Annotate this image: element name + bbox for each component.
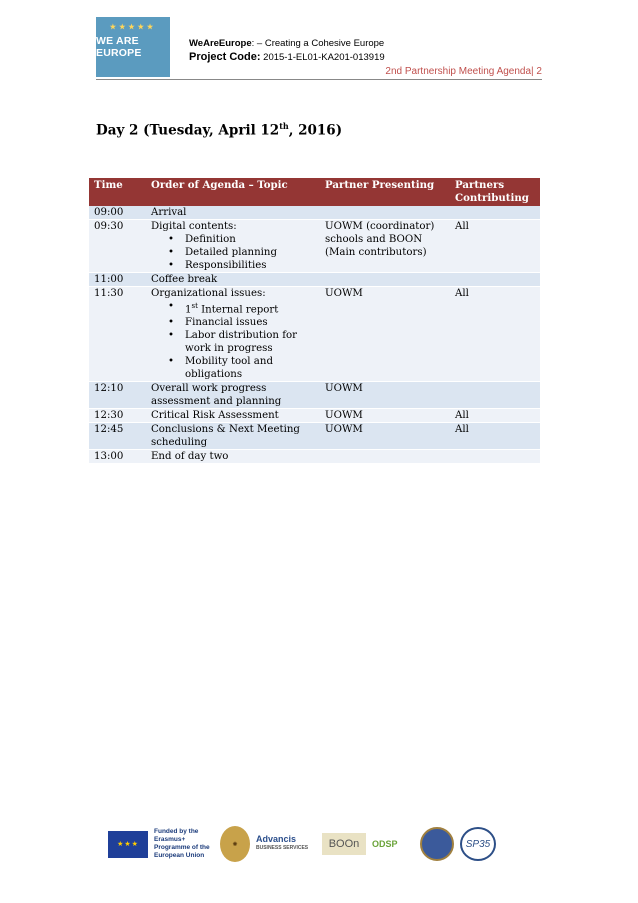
table-row — [89, 287, 540, 382]
eu-stars-icon: ★★★★★ — [109, 24, 157, 31]
cell-presenting: UOWM — [320, 382, 450, 409]
list-item: • Financial issues — [185, 316, 316, 329]
table-row — [89, 382, 540, 409]
footer-logos — [108, 822, 528, 866]
list-item: • Labor distribution for work in progress — [185, 329, 316, 355]
cell-presenting — [320, 450, 450, 464]
cell-contributing: All — [450, 220, 540, 273]
university-logo-icon: ✺ — [220, 826, 250, 862]
list-item: • Definition — [185, 233, 316, 246]
cell-topic: Critical Risk Assessment — [146, 409, 320, 423]
cell-time: 11:30 — [89, 287, 146, 382]
cell-contributing — [450, 382, 540, 409]
we-are-europe-logo — [96, 17, 170, 77]
advancis-logo: Advancis BUSINESS SERVICES — [256, 834, 309, 851]
cell-time: 11:00 — [89, 273, 146, 287]
header-topic: Order of Agenda – Topic — [146, 178, 320, 206]
table-header-row — [89, 178, 540, 206]
page-title: Day 2 (Tuesday, April 12th, 2016) — [96, 121, 343, 139]
cell-contributing — [450, 450, 540, 464]
logo-text: WE ARE EUROPE — [96, 35, 142, 59]
page-label: 2nd Partnership Meeting Agenda| 2 — [385, 66, 542, 77]
cell-contributing: All — [450, 409, 540, 423]
header-divider — [96, 79, 542, 80]
list-item: • Detailed planning — [185, 246, 316, 259]
cell-topic: Organizational issues: • 1st Internal report • Financial issues • Labor distribution for work in progress • Mobility tool and obligations — [146, 287, 320, 382]
topic-bullets — [151, 233, 316, 272]
boon-logo: BOOn — [322, 833, 366, 855]
header-contributing: Partners Contributing — [450, 178, 540, 206]
cell-presenting — [320, 206, 450, 220]
table-row — [89, 450, 540, 464]
cell-contributing: All — [450, 287, 540, 382]
odsp-logo: ODSP — [372, 839, 398, 849]
cell-presenting: UOWM (coordinator) schools and BOON (Main contributors) — [320, 220, 450, 273]
list-item: • Mobility tool and obligations — [185, 355, 316, 381]
project-name: WeAreEurope: – Creating a Cohesive Europe — [189, 38, 385, 49]
eu-flag-icon: ★★★ — [108, 831, 148, 858]
cell-contributing: All — [450, 423, 540, 450]
cell-presenting: UOWM — [320, 409, 450, 423]
school-seal-icon — [420, 827, 454, 861]
table-row — [89, 273, 540, 287]
cell-contributing — [450, 273, 540, 287]
list-item: • 1st Internal report — [185, 300, 316, 316]
table-row — [89, 409, 540, 423]
cell-topic: Coffee break — [146, 273, 320, 287]
cell-time: 09:30 — [89, 220, 146, 273]
cell-contributing — [450, 206, 540, 220]
cell-time: 13:00 — [89, 450, 146, 464]
sp35-logo: SP35 — [460, 827, 496, 861]
agenda-table — [89, 178, 540, 464]
table-row — [89, 423, 540, 450]
project-code: Project Code: 2015-1-EL01-KA201-013919 — [189, 51, 385, 63]
table-row — [89, 206, 540, 220]
cell-topic: Digital contents: • Definition • Detailed planning • Responsibilities — [146, 220, 320, 273]
cell-time: 12:45 — [89, 423, 146, 450]
cell-presenting: UOWM — [320, 287, 450, 382]
cell-topic: Overall work progress assessment and planning — [146, 382, 320, 409]
cell-presenting — [320, 273, 450, 287]
erasmus-funding-text: Funded by the Erasmus+ Programme of the European Union — [154, 828, 210, 859]
header-time: Time — [89, 178, 146, 206]
topic-bullets — [151, 300, 316, 381]
table-row — [89, 220, 540, 273]
cell-time: 12:30 — [89, 409, 146, 423]
cell-time: 09:00 — [89, 206, 146, 220]
cell-topic: Conclusions & Next Meeting scheduling — [146, 423, 320, 450]
cell-time: 12:10 — [89, 382, 146, 409]
list-item: • Responsibilities — [185, 259, 316, 272]
cell-topic: Arrival — [146, 206, 320, 220]
header-presenting: Partner Presenting — [320, 178, 450, 206]
cell-topic: End of day two — [146, 450, 320, 464]
cell-presenting: UOWM — [320, 423, 450, 450]
